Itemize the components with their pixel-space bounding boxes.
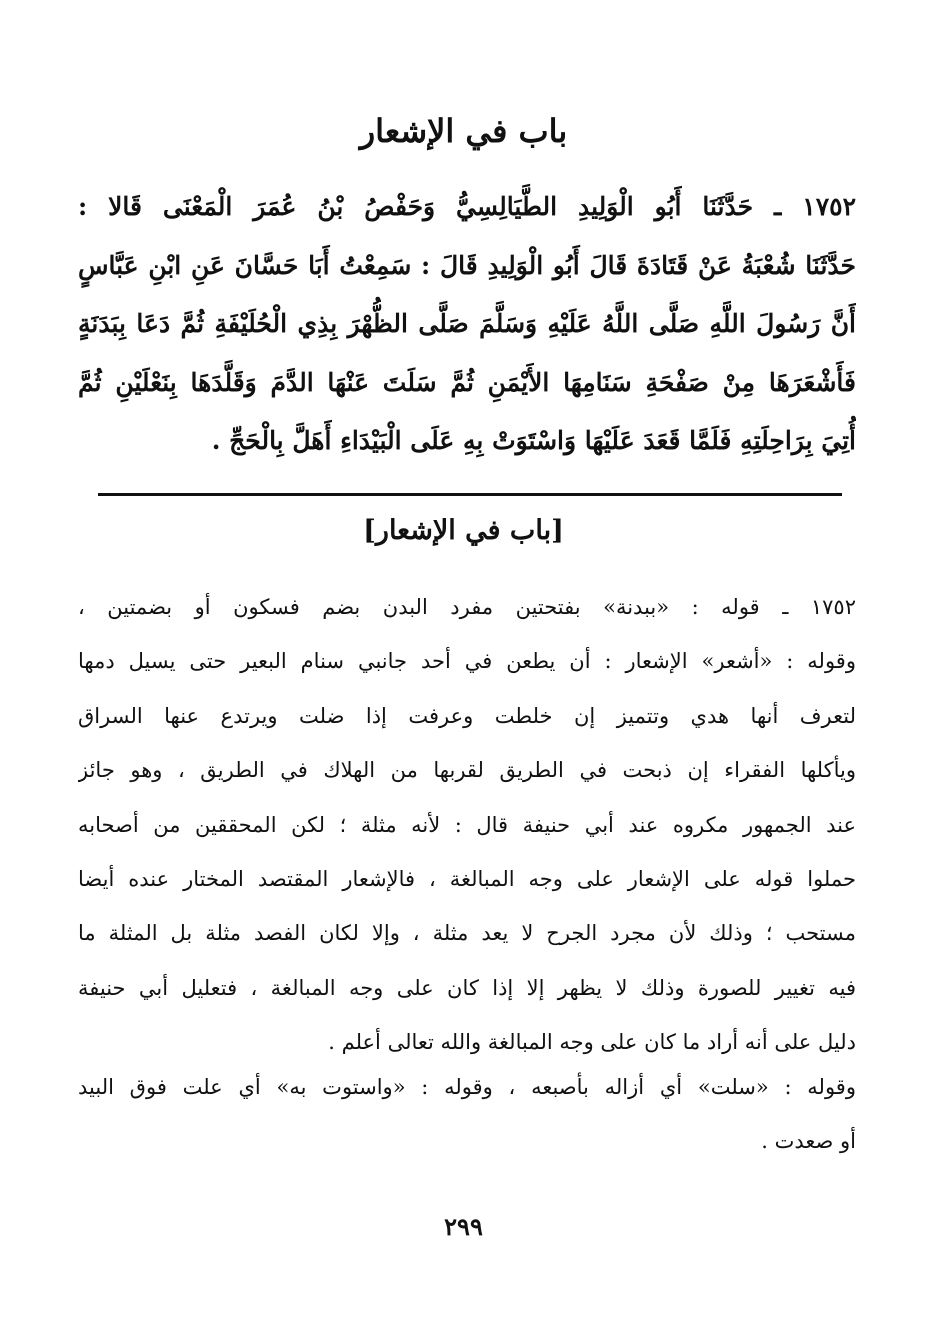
page-number: ٢٩٩ <box>444 1212 483 1241</box>
commentary-line: وقوله : «أشعر» الإشعار : أن يطعن في أحد جانبي سنام البعير حتى يسيل دمها <box>78 649 856 674</box>
commentary-line: ١٧٥٢ ـ قوله : «ببدنة» بفتحتين مفرد البدن بضم فسكون أو بضمتين ، <box>78 595 856 619</box>
hadith-line: فَأَشْعَرَهَا مِنْ صَفْحَةِ سَنَامِهَا الأَيْمَنِ ثُمَّ سَلَتَ عَنْهَا الدَّمَ وَقَلَّدَهَا بِنَعْلَيْنِ ثُمَّ <box>78 367 856 397</box>
hadith-chapter-title: باب في الإشعار <box>359 112 568 150</box>
commentary-line: وقوله : «سلت» أي أزاله بأصبعه ، وقوله : «واستوت به» أي علت فوق البيد <box>78 1075 856 1099</box>
commentary-text-2 <box>78 1060 856 1168</box>
commentary-text <box>78 580 856 1070</box>
hadith-text <box>78 178 856 471</box>
hadith-line: حَدَّثَنَا شُعْبَةُ عَنْ قَتَادَةَ قَالَ أَبُو الْوَلِيدِ قَالَ : سَمِعْتُ أَبَا حَسَّانَ عَنِ ابْنِ عَبَّاسٍ <box>78 250 856 280</box>
commentary-line: أو صعدت . <box>761 1129 856 1153</box>
commentary-line: مستحب ؛ وذلك لأن مجرد الجرح لا يعد مثلة ، وإلا لكان الفصد مثلة بل المثلة ما <box>78 921 856 946</box>
commentary-line: فيه تغيير للصورة وذلك لا يظهر إلا إذا كان على وجه المبالغة ، فتعليل أبي حنيفة <box>78 975 856 1000</box>
commentary-line: حملوا قوله على الإشعار على وجه المبالغة ، فالإشعار المقتصد المختار عنده أيضا <box>78 866 856 891</box>
section-divider <box>98 493 842 496</box>
commentary-line: لتعرف أنها هدي وتتميز إن خلطت وعرفت إذا ضلت ويرتدع عنها السراق <box>78 703 856 728</box>
commentary-line: ويأكلها الفقراء إن ذبحت في الطريق لقربها من الهلاك في الطريق ، وهو جائز <box>78 758 856 783</box>
hadith-line: أَنَّ رَسُولَ اللَّهِ صَلَّى اللَّهُ عَلَيْهِ وَسَلَّمَ صَلَّى الظُّهْرَ بِذِي الْحُلَيْفَةِ ثُمَّ دَعَا بِبَدَنَةٍ <box>78 309 856 338</box>
commentary-line: عند الجمهور مكروه عند أبي حنيفة قال : لأنه مثلة ؛ لكن المحققين من أصحابه <box>78 812 856 837</box>
hadith-line: ١٧٥٢ ـ حَدَّثَنَا أَبُو الْوَلِيدِ الطَّيَالِسِيُّ وَحَفْصُ بْنُ عُمَرَ الْمَعْنَى قَالا : <box>78 192 856 221</box>
hadith-line: أُتِيَ بِرَاحِلَتِهِ فَلَمَّا قَعَدَ عَلَيْهَا وَاسْتَوَتْ بِهِ عَلَى الْبَيْدَاءِ أَهَلَّ بِالْحَجِّ . <box>211 426 856 455</box>
commentary-line: دليل على أنه أراد ما كان على وجه المبالغة والله تعالى أعلم . <box>328 1030 856 1055</box>
commentary-chapter-title: [باب في الإشعار] <box>363 515 564 546</box>
